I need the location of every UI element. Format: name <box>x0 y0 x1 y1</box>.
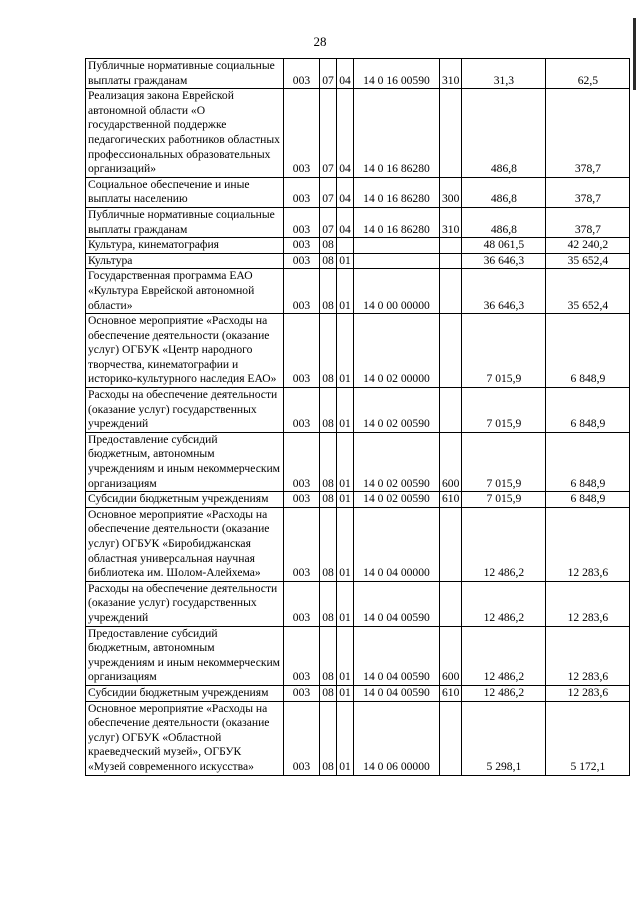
section-code-cell: 08 <box>320 626 337 685</box>
section-code-cell: 08 <box>320 238 337 254</box>
amount-year1-cell: 486,8 <box>462 177 546 207</box>
amount-year1-cell: 36 646,3 <box>462 253 546 269</box>
row-name-cell: Предоставление субсидий бюджетным, автономным учреждениям и иным некоммерческим организациям <box>86 626 284 685</box>
ministry-code-cell: 003 <box>284 59 320 89</box>
row-name-cell: Публичные нормативные социальные выплаты гражданам <box>86 207 284 237</box>
article-code-cell: 14 0 16 86280 <box>354 89 440 178</box>
amount-year2-cell: 35 652,4 <box>546 269 630 314</box>
subsection-code-cell: 04 <box>337 177 354 207</box>
ministry-code-cell: 003 <box>284 685 320 701</box>
amount-year1-cell: 36 646,3 <box>462 269 546 314</box>
article-code-cell: 14 0 16 86280 <box>354 207 440 237</box>
expense-type-cell <box>440 238 462 254</box>
amount-year2-cell: 42 240,2 <box>546 238 630 254</box>
ministry-code-cell: 003 <box>284 207 320 237</box>
table-row <box>86 177 630 207</box>
row-name-cell: Субсидии бюджетным учреждениям <box>86 492 284 508</box>
expense-type-cell <box>440 314 462 388</box>
subsection-code-cell: 01 <box>337 492 354 508</box>
row-name-cell: Расходы на обеспечение деятельности (оказание услуг) государственных учреждений <box>86 388 284 433</box>
table-row <box>86 507 630 581</box>
budget-table <box>85 58 630 776</box>
amount-year2-cell: 35 652,4 <box>546 253 630 269</box>
amount-year1-cell: 7 015,9 <box>462 492 546 508</box>
table-row <box>86 388 630 433</box>
section-code-cell: 07 <box>320 59 337 89</box>
ministry-code-cell: 003 <box>284 238 320 254</box>
row-name-cell: Социальное обеспечение и иные выплаты населению <box>86 177 284 207</box>
subsection-code-cell: 01 <box>337 432 354 491</box>
expense-type-cell <box>440 507 462 581</box>
subsection-code-cell <box>337 238 354 254</box>
ministry-code-cell: 003 <box>284 581 320 626</box>
table-row <box>86 269 630 314</box>
article-code-cell: 14 0 02 00590 <box>354 432 440 491</box>
row-name-cell: Государственная программа ЕАО «Культура Еврейской автономной области» <box>86 269 284 314</box>
article-code-cell: 14 0 00 00000 <box>354 269 440 314</box>
amount-year1-cell: 12 486,2 <box>462 507 546 581</box>
row-name-cell: Основное мероприятие «Расходы на обеспечение деятельности (оказание услуг) ОГБУК «Областной краеведческий музей», ОГБУК «Музей современного искусства» <box>86 701 284 775</box>
amount-year1-cell: 12 486,2 <box>462 626 546 685</box>
row-name-cell: Основное мероприятие «Расходы на обеспечение деятельности (оказание услуг) ОГБУК «Центр народного творчества, кинематографии и историко-культурного наследия ЕАО» <box>86 314 284 388</box>
article-code-cell: 14 0 16 00590 <box>354 59 440 89</box>
ministry-code-cell: 003 <box>284 177 320 207</box>
expense-type-cell <box>440 581 462 626</box>
expense-type-cell <box>440 388 462 433</box>
amount-year1-cell: 31,3 <box>462 59 546 89</box>
row-name-cell: Основное мероприятие «Расходы на обеспечение деятельности (оказание услуг) ОГБУК «Биробиджанская областная универсальная научная библиотека им. Шолом-Алейхема» <box>86 507 284 581</box>
row-name-cell: Субсидии бюджетным учреждениям <box>86 685 284 701</box>
section-code-cell: 08 <box>320 685 337 701</box>
row-name-cell: Расходы на обеспечение деятельности (оказание услуг) государственных учреждений <box>86 581 284 626</box>
article-code-cell: 14 0 04 00590 <box>354 626 440 685</box>
article-code-cell: 14 0 02 00590 <box>354 492 440 508</box>
amount-year2-cell: 5 172,1 <box>546 701 630 775</box>
article-code-cell: 14 0 02 00590 <box>354 388 440 433</box>
amount-year2-cell: 12 283,6 <box>546 507 630 581</box>
section-code-cell: 08 <box>320 269 337 314</box>
expense-type-cell <box>440 701 462 775</box>
amount-year1-cell: 5 298,1 <box>462 701 546 775</box>
section-code-cell: 08 <box>320 314 337 388</box>
section-code-cell: 08 <box>320 388 337 433</box>
amount-year2-cell: 12 283,6 <box>546 626 630 685</box>
amount-year2-cell: 378,7 <box>546 89 630 178</box>
scan-edge-mark <box>633 18 636 90</box>
table-row <box>86 432 630 491</box>
section-code-cell: 07 <box>320 207 337 237</box>
ministry-code-cell: 003 <box>284 701 320 775</box>
expense-type-cell: 600 <box>440 432 462 491</box>
amount-year2-cell: 6 848,9 <box>546 388 630 433</box>
amount-year2-cell: 6 848,9 <box>546 314 630 388</box>
table-row <box>86 314 630 388</box>
expense-type-cell: 610 <box>440 685 462 701</box>
ministry-code-cell: 003 <box>284 269 320 314</box>
row-name-cell: Реализация закона Еврейской автономной области «О государственной поддержке педагогических работников областных профессиональных образовательных организаций» <box>86 89 284 178</box>
table-row <box>86 238 630 254</box>
ministry-code-cell: 003 <box>284 388 320 433</box>
ministry-code-cell: 003 <box>284 253 320 269</box>
article-code-cell: 14 0 02 00000 <box>354 314 440 388</box>
page-number: 28 <box>313 34 327 49</box>
expense-type-cell: 610 <box>440 492 462 508</box>
subsection-code-cell: 04 <box>337 207 354 237</box>
amount-year1-cell: 486,8 <box>462 207 546 237</box>
table-row <box>86 492 630 508</box>
amount-year1-cell: 48 061,5 <box>462 238 546 254</box>
ministry-code-cell: 003 <box>284 507 320 581</box>
amount-year2-cell: 6 848,9 <box>546 492 630 508</box>
article-code-cell: 14 0 04 00590 <box>354 581 440 626</box>
table-row <box>86 626 630 685</box>
section-code-cell: 08 <box>320 581 337 626</box>
ministry-code-cell: 003 <box>284 432 320 491</box>
amount-year2-cell: 12 283,6 <box>546 685 630 701</box>
subsection-code-cell: 01 <box>337 685 354 701</box>
article-code-cell: 14 0 06 00000 <box>354 701 440 775</box>
amount-year2-cell: 378,7 <box>546 177 630 207</box>
article-code-cell: 14 0 16 86280 <box>354 177 440 207</box>
subsection-code-cell: 01 <box>337 253 354 269</box>
table-row <box>86 685 630 701</box>
expense-type-cell <box>440 89 462 178</box>
amount-year1-cell: 12 486,2 <box>462 581 546 626</box>
table-row <box>86 581 630 626</box>
section-code-cell: 07 <box>320 177 337 207</box>
article-code-cell <box>354 253 440 269</box>
row-name-cell: Предоставление субсидий бюджетным, автономным учреждениям и иным некоммерческим организациям <box>86 432 284 491</box>
expense-type-cell: 600 <box>440 626 462 685</box>
section-code-cell: 07 <box>320 89 337 178</box>
article-code-cell: 14 0 04 00000 <box>354 507 440 581</box>
subsection-code-cell: 01 <box>337 701 354 775</box>
table-row <box>86 89 630 178</box>
expense-type-cell: 310 <box>440 207 462 237</box>
subsection-code-cell: 01 <box>337 507 354 581</box>
amount-year1-cell: 486,8 <box>462 89 546 178</box>
subsection-code-cell: 04 <box>337 59 354 89</box>
amount-year1-cell: 12 486,2 <box>462 685 546 701</box>
budget-table-body <box>86 59 630 776</box>
amount-year1-cell: 7 015,9 <box>462 388 546 433</box>
table-row <box>86 701 630 775</box>
table-row <box>86 207 630 237</box>
subsection-code-cell: 01 <box>337 388 354 433</box>
table-row <box>86 253 630 269</box>
row-name-cell: Культура, кинематография <box>86 238 284 254</box>
expense-type-cell <box>440 253 462 269</box>
row-name-cell: Публичные нормативные социальные выплаты гражданам <box>86 59 284 89</box>
amount-year2-cell: 62,5 <box>546 59 630 89</box>
subsection-code-cell: 01 <box>337 269 354 314</box>
ministry-code-cell: 003 <box>284 492 320 508</box>
subsection-code-cell: 01 <box>337 314 354 388</box>
article-code-cell <box>354 238 440 254</box>
section-code-cell: 08 <box>320 432 337 491</box>
section-code-cell: 08 <box>320 701 337 775</box>
amount-year1-cell: 7 015,9 <box>462 432 546 491</box>
table-row <box>86 59 630 89</box>
subsection-code-cell: 01 <box>337 626 354 685</box>
subsection-code-cell: 04 <box>337 89 354 178</box>
row-name-cell: Культура <box>86 253 284 269</box>
ministry-code-cell: 003 <box>284 314 320 388</box>
section-code-cell: 08 <box>320 253 337 269</box>
amount-year2-cell: 12 283,6 <box>546 581 630 626</box>
ministry-code-cell: 003 <box>284 626 320 685</box>
ministry-code-cell: 003 <box>284 89 320 178</box>
amount-year2-cell: 378,7 <box>546 207 630 237</box>
amount-year2-cell: 6 848,9 <box>546 432 630 491</box>
section-code-cell: 08 <box>320 492 337 508</box>
article-code-cell: 14 0 04 00590 <box>354 685 440 701</box>
expense-type-cell <box>440 269 462 314</box>
expense-type-cell: 310 <box>440 59 462 89</box>
section-code-cell: 08 <box>320 507 337 581</box>
expense-type-cell: 300 <box>440 177 462 207</box>
subsection-code-cell: 01 <box>337 581 354 626</box>
amount-year1-cell: 7 015,9 <box>462 314 546 388</box>
